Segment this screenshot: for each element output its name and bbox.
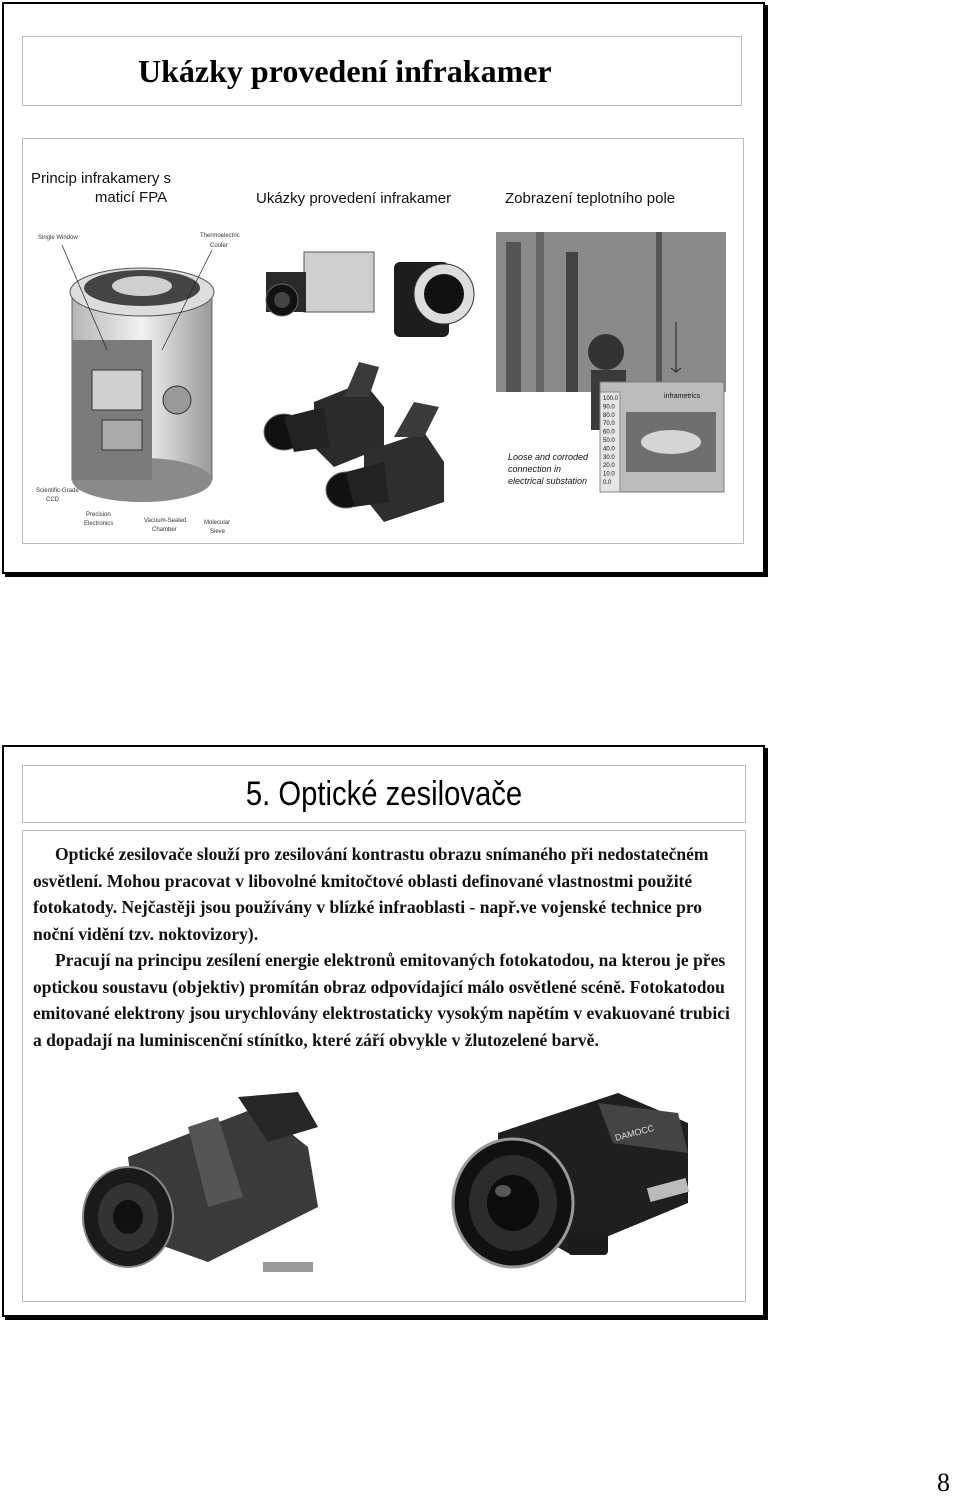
- slide-infrared-cameras: [2, 2, 765, 574]
- slide-title: Ukázky provedení infrakamer: [138, 52, 552, 89]
- scale-tick-label: 80.0: [603, 412, 615, 419]
- scale-tick-label: 20.0: [603, 463, 615, 470]
- scale-tick-label: 90.0: [603, 404, 615, 411]
- title-box: [22, 765, 746, 823]
- fpa-label: Vacuum-Sealed: [144, 518, 187, 524]
- page-number: 8: [937, 1468, 950, 1497]
- infrared-camera-photos: [254, 232, 494, 542]
- thermal-image-substation: [496, 232, 726, 504]
- caption-fpa-principle: [31, 169, 231, 207]
- fpa-label: Sieve: [210, 529, 226, 535]
- fpa-label: Cooler: [210, 243, 228, 249]
- thermal-caption: connection in: [508, 464, 562, 474]
- fpa-label: Scientific-Grade: [36, 488, 79, 494]
- night-vision-monocular-photo: [438, 1083, 708, 1293]
- caption-line: maticí FPA: [94, 189, 168, 206]
- title-box: [22, 36, 742, 106]
- device-brand: DAMOCC: [613, 1122, 656, 1143]
- scale-tick-label: 100.0: [603, 396, 619, 402]
- scale-tick-label: 30.0: [603, 454, 615, 461]
- fpa-label: Chamber: [152, 527, 177, 533]
- fpa-cutaway-illustration: [32, 230, 242, 542]
- slide-title: 5. Optické zesilovače: [245, 774, 523, 813]
- paragraph: Optické zesilovače slouží pro zesilování kontrastu obrazu snímaného při nedostatečném osvětlení. Mohou pracovat v libovolné kmitočtové oblasti definované vlastnostmi použité fotokatody. Nejčastěji jsou používány v blízké infraoblasti - např.ve vojenské technice pro noční vidění tzv. noktovizory).: [33, 844, 709, 944]
- scale-tick-label: 10.0: [603, 471, 615, 478]
- scale-tick-label: 50.0: [603, 438, 615, 444]
- fpa-label: Electronics: [84, 521, 114, 527]
- slide-optical-amplifiers: [2, 745, 765, 1317]
- paragraph: Pracují na principu zesílení energie elektronů emitovaných fotokatodou, na kterou je přes optickou soustavu (objektiv) promítán obraz odpovídající málo osvětlené scéně. Fotokatodou emitované elektrony jsou urychlovány elektrostaticky vysokým napětím v evakuované trubici a dopadají na luminiscenční stínítko, které září obvykle v žlutozelené barvě.: [33, 950, 730, 1050]
- fpa-label: Thermoelectric: [200, 233, 240, 239]
- body-text: [33, 841, 733, 1053]
- night-vision-device-photo: [68, 1087, 350, 1285]
- thermal-caption: Loose and corroded: [508, 452, 589, 462]
- fpa-label: Single Window: [38, 235, 78, 241]
- fpa-label: CCD: [46, 497, 59, 503]
- fpa-label: Molecular: [204, 520, 231, 526]
- caption-thermal-field: Zobrazení teplotního pole: [505, 190, 676, 207]
- caption-camera-examples: Ukázky provedení infrakamer: [256, 190, 452, 207]
- scale-tick-label: 60.0: [603, 429, 615, 436]
- thermal-caption: electrical substation: [508, 476, 588, 486]
- scale-tick-label: 40.0: [603, 446, 615, 453]
- fpa-label: Precision: [86, 512, 111, 518]
- scale-tick-label: 0.0: [603, 480, 612, 486]
- scale-tick-label: 70.0: [603, 421, 615, 428]
- caption-line: Princip infrakamery s: [31, 170, 172, 187]
- thermal-brand: inframetrics: [664, 393, 701, 400]
